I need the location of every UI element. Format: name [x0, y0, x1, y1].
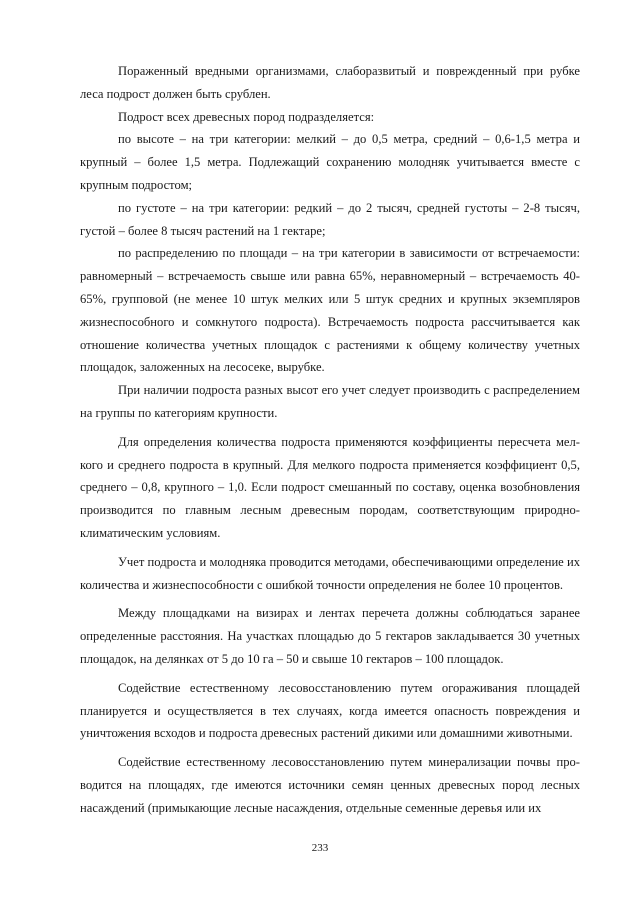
paragraph-3: по высоте – на три категории: мелкий – до 0,5 метра, средний – 0,6-1,5 метра и крупный – более 1,5 метра. Подлежащий сохранению молодняк учитывается вместе с крупным подростом;: [80, 132, 580, 192]
paragraph-7: Для определения количества подроста применяются коэффициенты пересчета мелкого и среднего подроста в крупный. Для мелкого подроста применяется коэффициент 0,5, среднего – 0,8, крупного – 1,0. Если подрост смешанный по составу, оценка возобновления производится по главным лесным древесным породам, соответствующим природно-климатическим условиям.: [80, 434, 580, 540]
paragraph-9: Между площадками на визирах и лентах перечета должны соблюдаться заранее определенные расстояния. На участках площадью до 5 гектаров закладывается 30 учетных площадок, на делянках от 5 до 10 га – 50 и свыше 10 гектаров – 100 площадок.: [80, 606, 580, 666]
paragraph-2: Подрост всех древесных пород подразделяется:: [118, 109, 375, 124]
paragraph-6: При наличии подроста разных высот его учет следует производить с распределением на группы по категориям крупности.: [80, 383, 580, 420]
paragraph-5: по распределению по площади – на три категории в зависимости от встречаемости: равномерный – встречаемость свыше или равна 65%, неравномерный – встречаемость 40-65%, групповой (не менее 10 штук мелких или 5 штук средних и крупных экземпляров жизнеспособного и сомкнутого подроста). Встречаемость подроста рассчитывается как отношение количества учетных площадок с растениями к общему количеству учетных площадок, заложенных на лесосеке, вырубке.: [80, 246, 580, 375]
paragraph-11: Содействие естественному лесовосстановлению путем минерализации почвы проводится на площадях, где имеются источники семян ценных древесных пород лесных насаждений (примыкающие лесные насаждения, отдельные семенные деревья или их: [80, 755, 580, 815]
document-page: [80, 60, 580, 820]
paragraph-10: Содействие естественному лесовосстановлению путем огораживания площадей планируется и осуществляется в тех случаях, когда имеется опасность повреждения и уничтожения всходов и подроста древесных растений дикими или домашними животными.: [80, 680, 580, 741]
page-number: 233: [311, 842, 329, 854]
paragraph-4: по густоте – на три категории: редкий – до 2 тысяч, средней густоты – 2-8 тысяч, густой – более 8 тысяч растений на 1 гектаре;: [80, 200, 580, 238]
paragraph-1: Пораженный вредными организмами, слаборазвитый и поврежденный при рубке леса подрост должен быть срублен.: [80, 64, 580, 101]
paragraph-8: Учет подроста и молодняка проводится методами, обеспечивающими определение их количества и жизнеспособности с ошибкой точности определения не более 10 процентов.: [80, 554, 580, 592]
